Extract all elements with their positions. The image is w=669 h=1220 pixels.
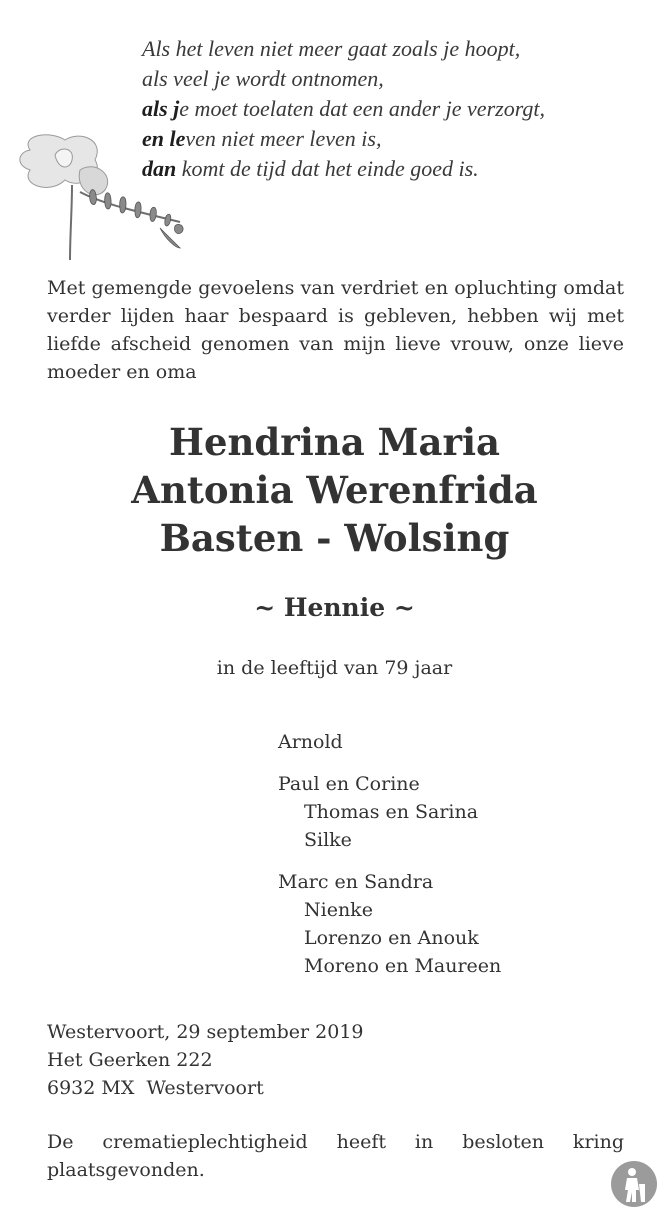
nickname: ~ Hennie ~ bbox=[254, 593, 415, 622]
family-child: Nienke bbox=[304, 899, 373, 921]
name-line-1: Hendrina Maria bbox=[168, 420, 501, 464]
deceased-name bbox=[0, 418, 669, 562]
family-head: Paul en Corine bbox=[278, 773, 420, 795]
age-text: in de leeftijd van 79 jaar bbox=[216, 657, 453, 679]
family-child: Silke bbox=[304, 829, 352, 851]
address-postcode: 6932 MX Westervoort bbox=[47, 1077, 264, 1099]
family-child: Lorenzo en Anouk bbox=[304, 927, 479, 949]
family-group-2 bbox=[278, 868, 638, 980]
name-line-2: Antonia Werenfrida bbox=[131, 468, 538, 512]
family-spouse-group bbox=[278, 728, 638, 756]
poem bbox=[142, 34, 662, 184]
family-child: Moreno en Maureen bbox=[304, 955, 502, 977]
family-spouse: Arnold bbox=[278, 731, 343, 753]
family-list bbox=[278, 728, 638, 994]
address-place-date: Westervoort, 29 september 2019 bbox=[47, 1021, 364, 1043]
poem-line-1: Als het leven niet meer gaat zoals je hoopt, bbox=[142, 36, 521, 61]
address-block bbox=[47, 1018, 547, 1102]
poem-line-2: als veel je wordt ontnomen, bbox=[142, 66, 384, 91]
family-child: Thomas en Sarina bbox=[304, 801, 479, 823]
freesia-flower-icon bbox=[10, 130, 195, 265]
address-street: Het Geerken 222 bbox=[47, 1049, 213, 1071]
name-line-3: Basten - Wolsing bbox=[159, 516, 510, 560]
closing-text: De crematieplechtigheid heeft in besloten kring plaatsgevonden. bbox=[47, 1131, 624, 1181]
poem-line-5: dan komt de tijd dat het einde goed is. bbox=[142, 156, 479, 181]
poem-line-4: en leven niet meer leven is, bbox=[142, 126, 382, 151]
intro-text: Met gemengde gevoelens van verdriet en opluchting omdat verder lijden haar bespaard is gebleven, hebben wij met liefde afscheid genomen van mijn lieve vrouw, onze lieve moeder en oma bbox=[47, 277, 624, 383]
memorial-logo-icon[interactable] bbox=[610, 1160, 658, 1208]
family-group-1 bbox=[278, 770, 638, 854]
poem-line-3: als je moet toelaten dat een ander je verzorgt, bbox=[142, 96, 546, 121]
family-head: Marc en Sandra bbox=[278, 871, 434, 893]
